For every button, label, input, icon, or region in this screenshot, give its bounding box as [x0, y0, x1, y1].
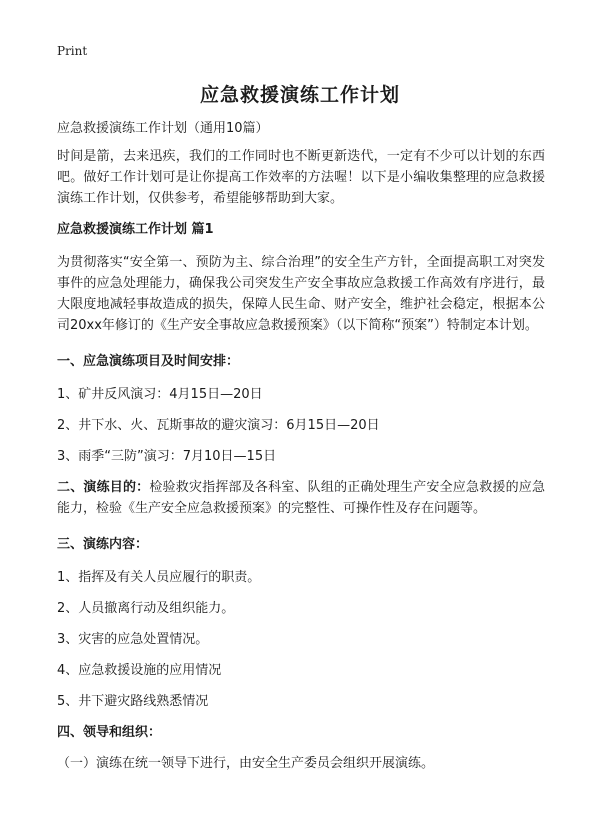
- part3-heading: 三、演练内容：: [57, 537, 149, 552]
- list-item: 4、应急救援设施的应用情况: [57, 663, 222, 678]
- part1-heading: 一、应急演练项目及时间安排：: [57, 354, 240, 369]
- intro-paragraph: 时间是箭，去来迅疾，我们的工作同时也不断更新迭代，一定有不少可以计划的东西吧。做好工作计划可是让你提高工作效率的方法喔！以下是小编收集整理的应急救援演练工作计划，仅供参考，希望能够帮助到大家。: [57, 149, 545, 206]
- list-item: （一）演练在统一领导下进行，由安全生产委员会组织开展演练。: [57, 756, 435, 771]
- purpose-paragraph: 为贯彻落实“安全第一、预防为主、综合治理”的安全生产方针，全面提高职工对突发事件的应急处理能力，确保我公司突发生产安全事故应急救援工作高效有序进行，最大限度地减轻事故造成的损失，保障人民生命、财产安全，维护社会稳定，根据本公司20xx年修订的《生产安全事故应急救援预案》（以下简称“预案”）特制定本计划。: [57, 255, 545, 333]
- list-item: 3、雨季“三防”演习：7月10日—15日: [57, 449, 277, 464]
- part2-heading: 二、演练目的：: [57, 480, 150, 495]
- list-item: 2、井下水、火、瓦斯事故的避灾演习：6月15日—20日: [57, 418, 380, 433]
- list-item: 1、矿井反风演习：4月15日—20日: [57, 387, 263, 402]
- document-body: [57, 118, 545, 784]
- part4-heading: 四、领导和组织：: [57, 725, 162, 740]
- document-subtitle: 应急救援演练工作计划（通用10篇）: [57, 121, 269, 136]
- list-item: 2、人员撤离行动及组织能力。: [57, 601, 235, 616]
- section-title: 应急救援演练工作计划 篇1: [57, 222, 214, 237]
- list-item: 5、井下避灾路线熟悉情况: [57, 694, 209, 709]
- part2-text: 检验救灾指挥部及各科室、队组的正确处理生产安全应急救援的应急能力，检验《生产安全应急救援预案》的完整性、可操作性及存在问题等。: [57, 480, 545, 516]
- list-item: 1、指挥及有关人员应履行的职责。: [57, 570, 261, 585]
- print-link[interactable]: Print: [57, 44, 88, 58]
- document-title: 应急救援演练工作计划: [199, 84, 400, 106]
- part2-paragraph: [57, 477, 545, 519]
- list-item: 3、灾害的应急处置情况。: [57, 632, 209, 647]
